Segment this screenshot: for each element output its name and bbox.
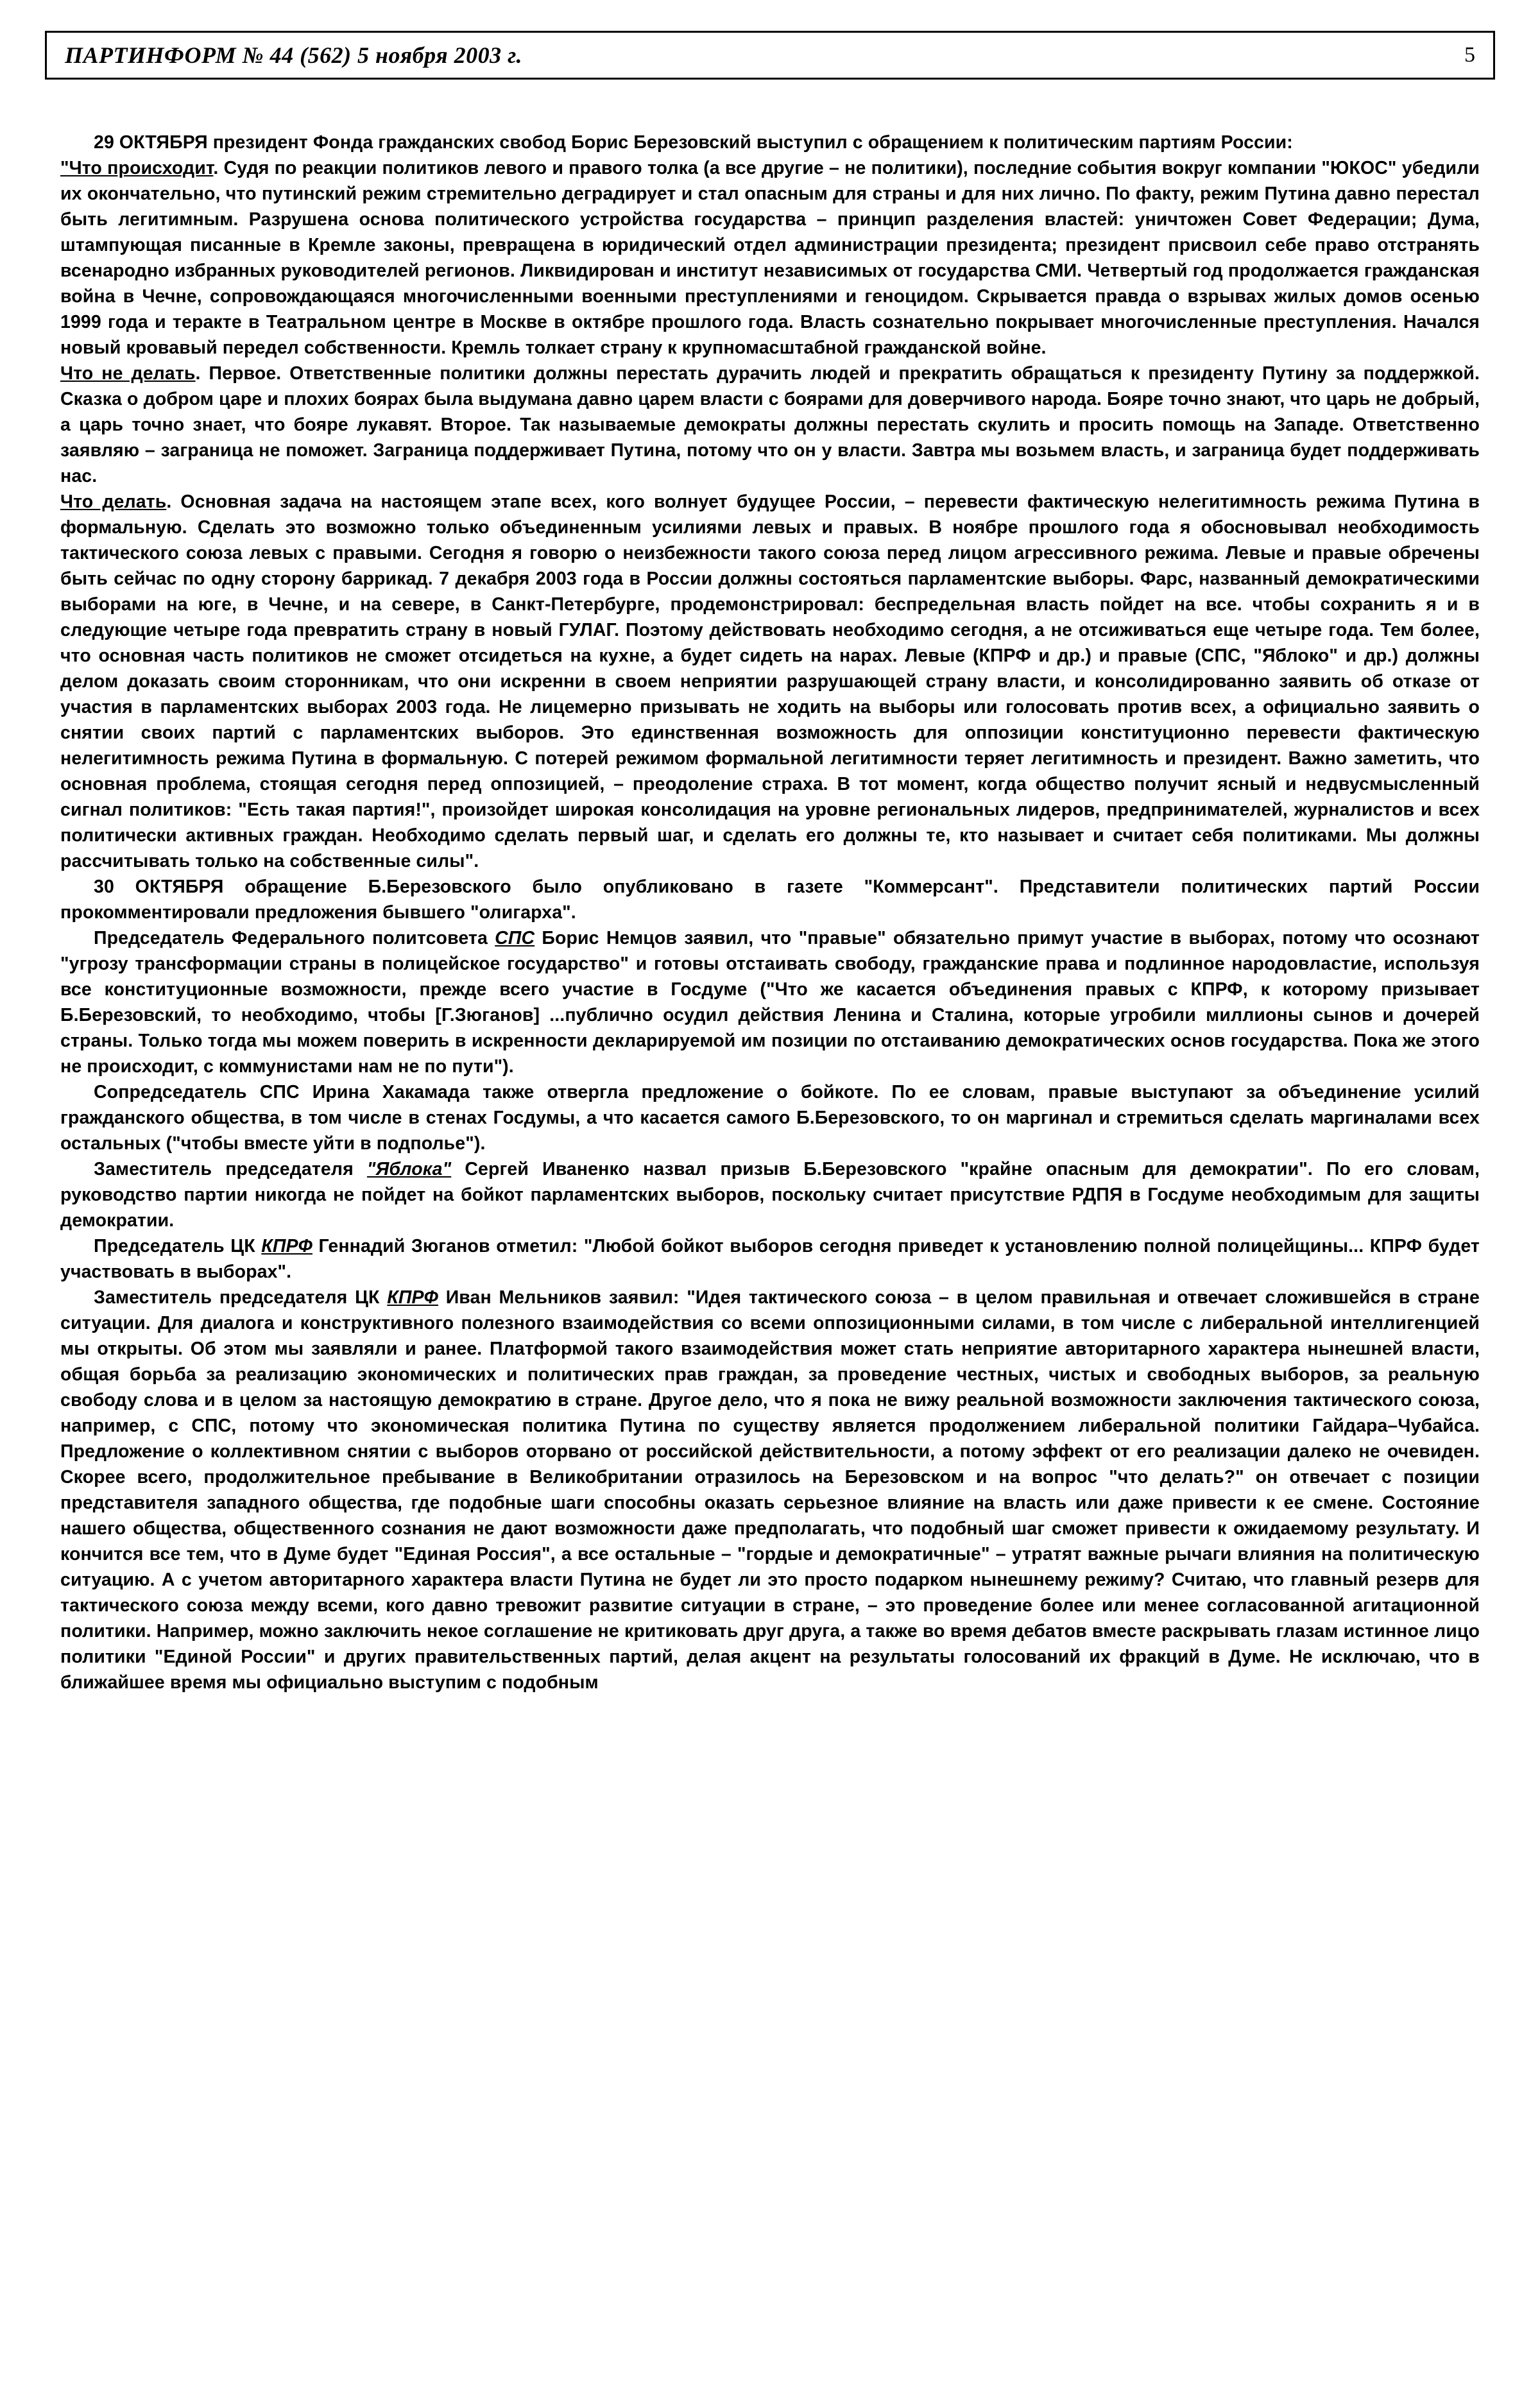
party-name: "Яблока"	[366, 1159, 452, 1179]
underlined-heading: Что делать	[60, 492, 167, 512]
paragraph-text: Иван Мельников заявил: "Идея тактического союза – в целом правильная и отвечает сложившейся в стране ситуации. Для диалога и конструктивного полезного взаимодействия со всеми оппозиционными силами, в том числе с либеральной интеллигенцией мы открыты. Об этом мы заявляли и ранее. Платформой такого взаимодействия может стать неприятие авторитарного характера нынешней власти, общая борьба за реализацию экономических и политических прав граждан, за проведение честных, чистых и свободных выборов, за реальную свободу слова и в целом за настоящую демократию в стране. Другое дело, что я пока не вижу реальной возможности заключения тактического союза, например, с СПС, потому что экономическая политика Путина по существу является продолжением либеральной политики Гайдара–Чубайса. Предложение о коллективном снятии с выборов оторвано от российской действительности, а потому эффект от его реализации далеко не очевиден. Скорее всего, продолжительное пребывание в Великобритании отразилось на Березовском и на вопрос "что делать?" он отвечает с позиции представителя западного общества, где подобные шаги способны оказать серьезное влияние на власть или даже привести к ее смене. Состояние нашего общества, общественного сознания не дают возможности даже предполагать, что подобный шаг сможет привести к ожидаемому результату. И кончится все тем, что в Думе будет "Единая Россия", а все остальные – "гордые и демократичные" – утратят важные рычаги влияния на политическую ситуацию. А с учетом авторитарного характера власти Путина не будет ли это просто подарком нынешнему режиму? Считаю, что главный резерв для тактического союза между всеми, кого давно тревожит развитие ситуации в стране, – это проведение более или менее согласованной агитационной политики. Например, можно заключить некое соглашение не критиковать друг друга, а также во время дебатов вместе раскрывать глазам истинное лицо политики "Единой России" и других правительственных партий, делая акцент на результаты голосований их фракций в Думе. Не исключаю, что в ближайшее время мы официально выступим с подобным	[60, 1287, 1480, 1693]
paragraph-text: 30 ОКТЯБРЯ обращение Б.Березовского было опубликовано в газете "Коммерсант". Представители политических партий России прокомментировали предложения бывшего "олигарха".	[60, 877, 1480, 923]
page-number: 5	[1464, 43, 1475, 67]
paragraph-text: Заместитель председателя ЦК	[94, 1287, 388, 1308]
article-paragraph	[60, 155, 1480, 361]
paragraph-text: . Судя по реакции политиков левого и правого толка (а все другие – не политики), последние события вокруг компании "ЮКОС" убедили их окончательно, что путинский режим стремительно деградирует и стал опасным для страны и для них лично. По факту, режим Путина давно перестал быть легитимным. Разрушена основа политического устройства государства – принцип разделения властей: уничтожен Совет Федерации; Дума, штампующая писанные в Кремле законы, превращена в юридический отдел администрации президента; президент присвоил себе право отстранять всенародно избранных руководителей регионов. Ликвидирован и институт независимых от государства СМИ. Четвертый год продолжается гражданская война в Чечне, сопровождающаяся многочисленными военными преступлениями и геноцидом. Скрывается правда о взрывах жилых домов осенью 1999 года и теракте в Театральном центре в Москве в октябре прошлого года. Власть сознательно покрывает многочисленные преступления. Начался новый кровавый передел собственности. Кремль толкает страну к крупномасштабной гражданской войне.	[60, 158, 1480, 358]
article-paragraph	[60, 130, 1480, 155]
underlined-heading: "Что происходит	[60, 158, 214, 178]
paragraph-text: Сергей Иваненко назвал призыв Б.Березовского "крайне опасным для демократии". По его словам, руководство партии никогда не пойдет на бойкот парламентских выборов, поскольку считает присутствие РДПЯ в Госдуме необходимым для защиты демократии.	[60, 1159, 1480, 1231]
article-paragraph	[60, 1079, 1480, 1156]
article-paragraph	[60, 874, 1480, 925]
page-header	[45, 31, 1495, 80]
underlined-heading: Что не делать	[60, 363, 196, 384]
paragraph-text: 29 ОКТЯБРЯ президент Фонда гражданских свобод Борис Березовский выступил с обращением к политическим партиям России:	[94, 132, 1293, 153]
paragraph-text: Председатель Федерального политсовета	[94, 928, 495, 948]
article-paragraph	[60, 361, 1480, 489]
article-paragraph	[60, 1233, 1480, 1285]
paragraph-text: . Первое. Ответственные политики должны перестать дурачить людей и прекратить обращаться к президенту Путину за поддержкой. Сказка о добром царе и плохих боярах была выдумана давно царем власти с боярами для доверчивого народа. Бояре точно знают, что царь не добрый, а царь точно знает, что бояре лукавят. Второе. Так называемые демократы должны перестать скулить и просить помощь на Западе. Ответственно заявляю – заграница не поможет. Заграница поддерживает Путина, потому что он у власти. Завтра мы возьмем власть, и заграница будет поддерживать нас.	[60, 363, 1480, 486]
party-name: КПРФ	[387, 1287, 438, 1308]
paragraph-text: Сопредседатель СПС Ирина Хакамада также отвергла предложение о бойкоте. По ее словам, правые выступают за объединение усилий гражданского общества, в том числе в стенах Госдумы, а что касается самого Б.Березовского, то он маргинал и стремиться сделать маргиналами всех остальных ("чтобы вместе уйти в подполье").	[60, 1082, 1480, 1154]
paragraph-text: . Основная задача на настоящем этапе всех, кого волнует будущее России, – перевести фактическую нелегитимность режима Путина в формальную. Сделать это возможно только объединенным усилиями левых и правых. В ноябре прошлого года я обосновывал необходимость тактического союза левых с правыми. Сегодня я говорю о неизбежности такого союза перед лицом агрессивного режима. Левые и правые обречены быть сейчас по одну сторону баррикад. 7 декабря 2003 года в России должны состояться парламентские выборы. Фарс, названный демократическими выборами на юге, в Чечне, и на севере, в Санкт-Петербурге, продемонстрировал: беспредельная власть пойдет на все. чтобы сохранить я и в следующие четыре года превратить страну в новый ГУЛАГ. Поэтому действовать необходимо сегодня, а не отсиживаться еще четыре года. Тем более, что основная часть политиков не сможет отсидеться на кухне, а будет сидеть на нарах. Левые (КПРФ и др.) и правые (СПС, "Яблоко" и др.) должны делом доказать своим сторонникам, что они искренни в своем неприятии разрушающей страну власти, и консолидированно заявить об отказе от участия в парламентских выборах 2003 года. Не лицемерно призывать не ходить на выборы или голосовать против всех, а официально заявить о снятии своих партий с парламентских выборов. Это единственная возможность для оппозиции конституционно перевести фактическую нелегитимность режима Путина в формальную. С потерей режимом формальной легитимности теряет легитимность и президент. Важно заметить, что основная проблема, стоящая сегодня перед оппозицией, – преодоление страха. В тот момент, когда общество получит ясный и недвусмысленный сигнал политиков: "Есть такая партия!", произойдет широкая консолидация на уровне региональных лидеров, предпринимателей, журналистов и всех политически активных граждан. Необходимо сделать первый шаг, и сделать его должны те, кто называет и считает себя политиками. Мы должны рассчитывать только на собственные силы".	[60, 492, 1480, 871]
paragraph-text: Председатель ЦК	[94, 1236, 262, 1256]
article-body	[45, 130, 1495, 1695]
paragraph-text: Борис Немцов заявил, что "правые" обязательно примут участие в выборах, потому что осознают "угрозу трансформации страны в полицейское государство" и готовы отстаивать свободу, гражданские права и подлинное народовластие, используя все конституционные возможности, прежде всего участие в Госдуме ("Что же касается объединения правых с КПРФ, к которому призывает Б.Березовский, то необходимо, чтобы [Г.Зюганов] ...публично осудил действия Ленина и Сталина, которые угробили миллионы сынов и дочерей страны. Только тогда мы можем поверить в искренности декларируемой им позиции по отстаиванию демократических основ государства. Пока же этого не происходит, с коммунистами нам не по пути").	[60, 928, 1480, 1077]
article-paragraph	[60, 925, 1480, 1079]
publication-title: ПАРТИНФОРМ № 44 (562) 5 ноября 2003 г.	[65, 42, 522, 68]
party-name: КПРФ	[261, 1236, 312, 1256]
paragraph-text: Геннадий Зюганов отметил: "Любой бойкот выборов сегодня приведет к установлению полной полицейщины... КПРФ будет участвовать в выборах".	[60, 1236, 1480, 1282]
article-paragraph	[60, 1156, 1480, 1233]
party-name: СПС	[495, 928, 535, 948]
article-paragraph	[60, 489, 1480, 874]
article-paragraph	[60, 1285, 1480, 1695]
paragraph-text: Заместитель председателя	[94, 1159, 367, 1179]
